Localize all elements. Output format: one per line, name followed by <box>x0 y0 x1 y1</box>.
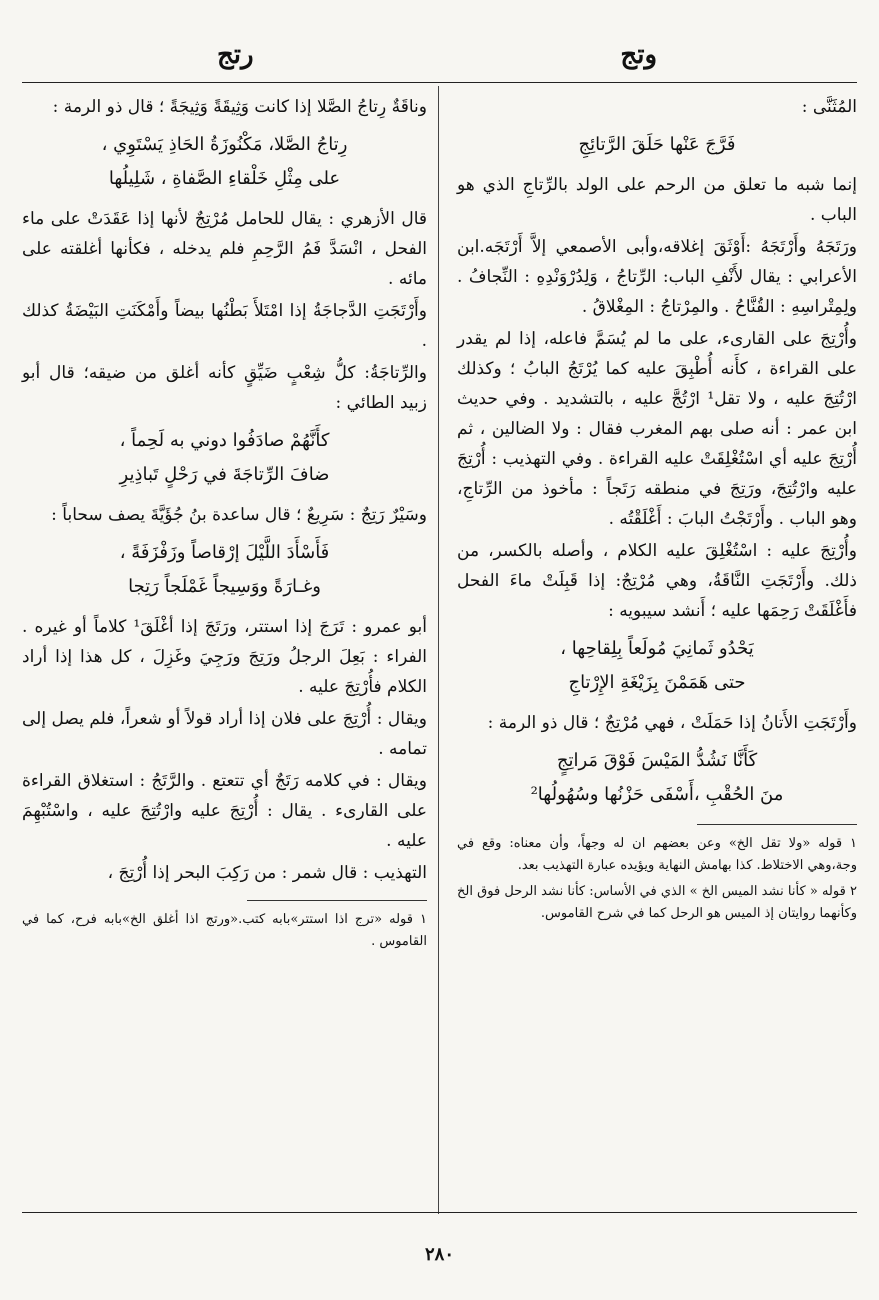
page-number: ٢٨٠ <box>424 1244 454 1265</box>
verse-line: على مِثْلِ خَلْقاءِ الصَّفاةِ ، شَلِيلُها <box>108 168 341 189</box>
poetry-verse <box>457 632 857 700</box>
entry-paragraph: المُثَنَّى : <box>801 97 857 117</box>
verse-line: فَرَّجَ عَنْها حَلَقَ الرَّتائِجِ <box>578 134 736 155</box>
verse-line: كَأَنَّا نَشُدُّ المَيْسَ فَوْقَ مَراتِجٍ <box>556 750 758 771</box>
entry-paragraph: قال الأزهري : يقال للحامل مُرْتِجٌ لأنها إذا عَقَدَتْ على ماء الفحل ، انْسَدَّ فَمُ الرَّحِمِ فلم يدخله ، فكأنها أغلقته على مائه . <box>22 209 427 289</box>
footnote-rule <box>247 900 427 901</box>
entry-paragraph: إنما شبه ما تعلق من الرحم على الولد بالرِّتاجِ الذي هو الباب . <box>457 175 857 225</box>
poetry-verse <box>457 744 857 812</box>
verse-line: رِتاجُ الصَّلا، مَكْنُوزَةُ الحَاذِ يَسْتَوِي ، <box>101 134 348 155</box>
left-column <box>22 92 427 957</box>
right-column <box>457 92 857 929</box>
poetry-verse <box>22 128 427 196</box>
footnote: ٢ قوله « كأنا نشد الميس الخ » الذي في الأساس: كأنا نشد الرحل فوق الخ وكأنهما روايتان إذ الميس هو الرحل كما في شرح القاموس. <box>457 884 857 921</box>
entry-paragraph: التهذيب : قال شمر : من رَكِبَ البحر إذا أُرْتِجَ ، <box>107 863 427 883</box>
verse-line: حتى هَمَمْنَ بِزَيْغَةِ الإِرْتاجِ <box>568 672 746 693</box>
running-head-left: رتج <box>217 40 254 70</box>
entry-paragraph: وأَرْتَجَتِ الدَّجاجَةُ إذا امْتَلأَ بَطْنُها بيضاً وأَمْكَنَتِ البَيْضَةُ كذلك . <box>22 301 427 351</box>
verse-line: كأَنَّهُمْ صادَفُوا دوني به لَحِماً ، <box>119 430 330 451</box>
poetry-verse <box>22 536 427 604</box>
footnotes <box>457 833 857 925</box>
entry-paragraph: ورَتَجَهُ وأَرْتَجَهُ :أَوْثَقَ إغلاقه،وأبى الأصمعي إلاَّ أَرْتَجَه.ابن الأعرابي : يقال لأَنْفِ الباب: الرِّتاجُ ، وَلِدُرْوَنْدِهِ : النِّجافُ . ولِمِتْراسِهِ : القُنَّاحُ . والمِرْتاجُ : المِغْلاقُ . <box>457 237 857 317</box>
entry-paragraph: ويقال : أُرْتِجَ على فلان إذا أراد قولاً أو شعراً، فلم يصل إلى تمامه . <box>22 709 427 759</box>
footnote: ١ قوله «ترج اذا استتر»بابه كتب.«ورتج اذا أغلق الخ»بابه فرح، كما في القاموس . <box>22 912 427 949</box>
entry-paragraph: أبو عمرو : تَرَجَ إذا استتر، ورَتَجَ إذا أغْلَقَ¹ كلاماً أو غيره . الفراء : بَعِلَ الرجلُ ورَتِجَ ورَجِيَ وغَزِلَ ، كل هذا إذا أراد الكلام فأُرْتِجَ عليه . <box>22 617 427 697</box>
entry-paragraph: وأَرْتَجَتِ الأَتانُ إذا حَمَلَتْ ، فهي مُرْتِجٌ ؛ قال ذو الرمة : <box>487 713 857 733</box>
entry-paragraph: وأُرْتِجَ على القارىء، على ما لم يُسَمَّ فاعله، إذا لم يقدر على القراءة ، كأَنه أُطْبِقَ عليه كما يُرْتَجُ البابُ ؛ وكذلك ارْتُتِجَ عليه ، ولا تقل¹ ارْتُجَّ عليه ، بالتشديد . وفي حديث ابن عمر : أنه صلى بهم المغرب فقال : ولا الضالين ، ثم أُرْتِجَ عليه أي اسْتُغْلِقَتْ عليه القراءة . وفي التهذيب : أُرْتِجَ عليه وارْتُتِجَ، ورَتِجَ في منطقه رَتَجاً : مأخوذ من الرِّتاجِ، وهو الباب . وأَرْتَجْتُ البابَ : أَغْلَقْتُه . <box>457 329 857 529</box>
entry-paragraph: وأُرْتِجَ عليه : اسْتُغْلِقَ عليه الكلام ، وأصله بالكسر، من ذلك. وأَرْتَجَتِ النَّاقَةُ، وهي مُرْتِجٌ: إذا قَبِلَتْ ماءَ الفحل فأَغْلَقَتْ رَحِمَها عليه ؛ أَنشد سيبويه : <box>457 541 857 621</box>
verse-line: فَأَسْأَدَ اللَّيْلَ إرْقاصاً وزَفْزَفَةً ، <box>119 542 330 563</box>
poetry-verse <box>22 424 427 492</box>
footer-rule <box>22 1212 857 1213</box>
poetry-verse <box>457 128 857 162</box>
column-divider <box>438 86 439 1214</box>
footnote-rule <box>697 824 857 825</box>
verse-line: يَحْدُو ثَمانِيَ مُولَعاً بِلِقاحِها ، <box>560 638 754 659</box>
header-rule <box>22 82 857 83</box>
verse-line: وغـارَةً ووَسِيجاً غَمْلَجاً رَتِجا <box>128 576 321 597</box>
entry-paragraph: وسَيْرٌ رَتِجٌ : سَرِيعٌ ؛ قال ساعدة بنُ جُؤَيَّةَ يصف سحاباً : <box>51 505 427 525</box>
footnotes <box>22 909 427 953</box>
entry-paragraph: والرِّتاجَةُ: كلُّ شِعْبٍ ضَيِّقٍ كأنه أغلق من ضيقه؛ قال أبو زبيد الطائي : <box>22 363 427 413</box>
running-head-right: وتج <box>620 40 657 70</box>
verse-line: منَ الحُقْبِ ،أَسْفَى حَزْنُها وسُهُولُها² <box>530 784 784 805</box>
page-header <box>22 40 857 80</box>
footnote: ١ قوله «ولا تقل الخ» وعن بعضهم ان له وجهاً، وأن معناه: وقع في وجة،وهي الاختلاط. كذا بهامش النهاية ويؤيده عبارة التهذيب بعد. <box>457 836 857 873</box>
verse-line: ضافَ الرِّتاجَةَ في رَحْلٍ تَباذِيرِ <box>119 464 330 485</box>
entry-paragraph: ويقال : في كلامه رَتَجٌ أي تتعتع . والرَّتَجُ : استغلاق القراءة على القارىء . يقال : أُرْتِجَ عليه وارْتُتِجَ عليه ، واسْتُبْهِمَ عليه . <box>22 771 427 851</box>
entry-paragraph: وناقَةٌ رِتاجُ الصَّلا إذا كانت وَثِيقَةً وَثِيجَةً ؛ قال ذو الرمة : <box>52 97 427 117</box>
